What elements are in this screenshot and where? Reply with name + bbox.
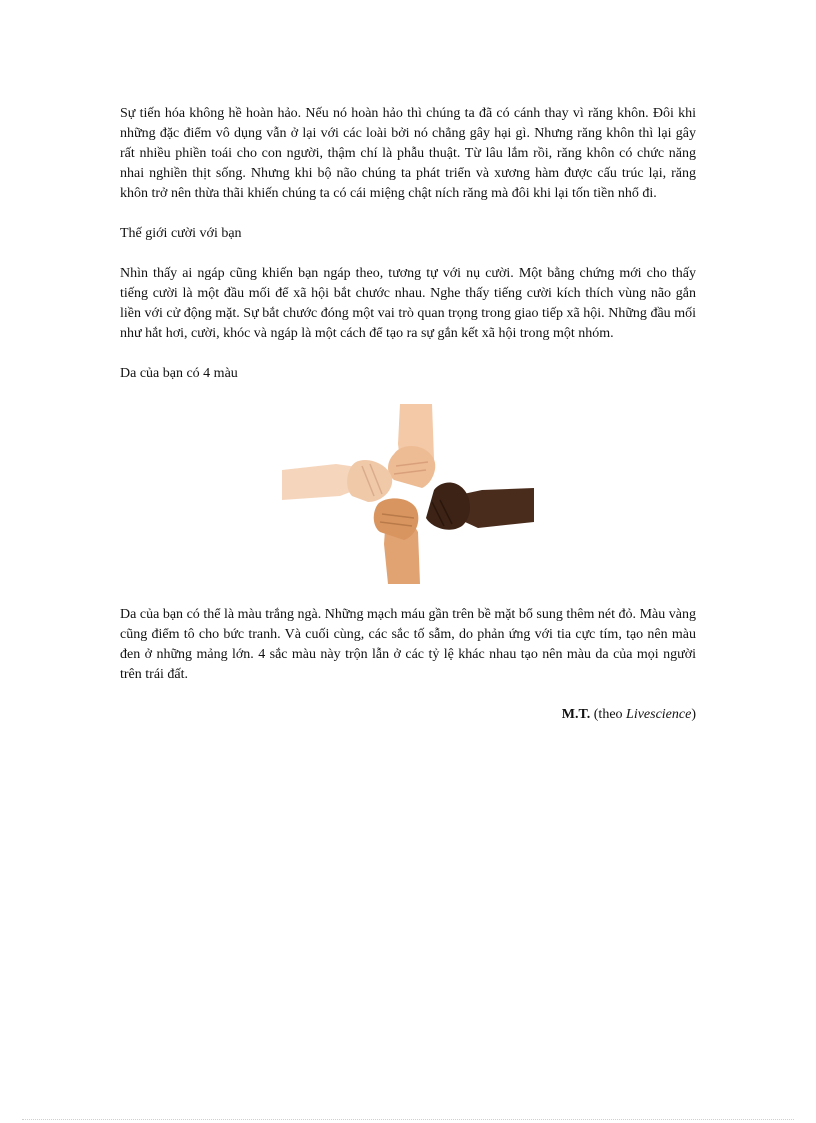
four-hands-illustration <box>282 404 534 584</box>
spacer <box>120 204 696 224</box>
paragraph-skin-colors: Da của bạn có thể là màu trắng ngà. Những mạch máu gần trên bề mặt bổ sung thêm nét đỏ. Màu vàng cũng điểm tô cho bức tranh. Và cuối cùng, các sắc tố sẫm, do phản ứng với tia cực tím, tạo nên màu đen ở những mảng lớn. 4 sắc màu này trộn lẫn ở các tỷ lệ khác nhau tạo nên màu da của mọi người trên trái đất. <box>120 607 696 682</box>
paragraph-wisdom-teeth: Sự tiến hóa không hề hoàn hảo. Nếu nó hoàn hảo thì chúng ta đã có cánh thay vì răng khôn. Đôi khi những đặc điểm vô dụng vẫn ở lại với các loài bởi nó chẳng gây hại gì. Nhưng răng khôn thì lại gây rất nhiều phiền toái cho con người, thậm chí là phẫu thuật. Từ lâu lắm rồi, răng khôn có chức năng nhai nghiền thịt sống. Nhưng khi bộ não chúng ta phát triển và xương hàm được cấu trúc lại, răng khôn trở nên thừa thãi khiến chúng ta có cái miệng chật ních răng mà đôi khi lại tốn tiền nhổ đi. <box>120 106 696 201</box>
signature-suffix: ) <box>691 707 696 722</box>
paragraph-laughter: Nhìn thấy ai ngáp cũng khiến bạn ngáp theo, tương tự với nụ cười. Một bằng chứng mới cho thấy tiếng cười là một đầu mối để xã hội bắt chước nhau. Nghe thấy tiếng cười kích thích vùng não gắn liền với cử động mặt. Sự bắt chước đóng một vai trò quan trọng trong giao tiếp xã hội. Những đầu mối như hắt hơi, cười, khóc và ngáp là một cách để tạo ra sự gắn kết xã hội trong một nhóm. <box>120 266 696 341</box>
page-border-line <box>22 1119 794 1120</box>
hands-image <box>282 404 534 584</box>
spacer <box>120 584 696 605</box>
spacer <box>120 344 696 364</box>
heading-skin-colors: Da của bạn có 4 màu <box>120 366 238 381</box>
signature-prefix: (theo <box>590 707 627 722</box>
spacer <box>120 244 696 264</box>
signature <box>120 705 696 725</box>
document-page <box>120 104 696 725</box>
signature-author: M.T. <box>561 707 591 722</box>
signature-source: Livescience <box>626 707 692 722</box>
heading-laughter: Thế giới cười với bạn <box>120 226 242 241</box>
